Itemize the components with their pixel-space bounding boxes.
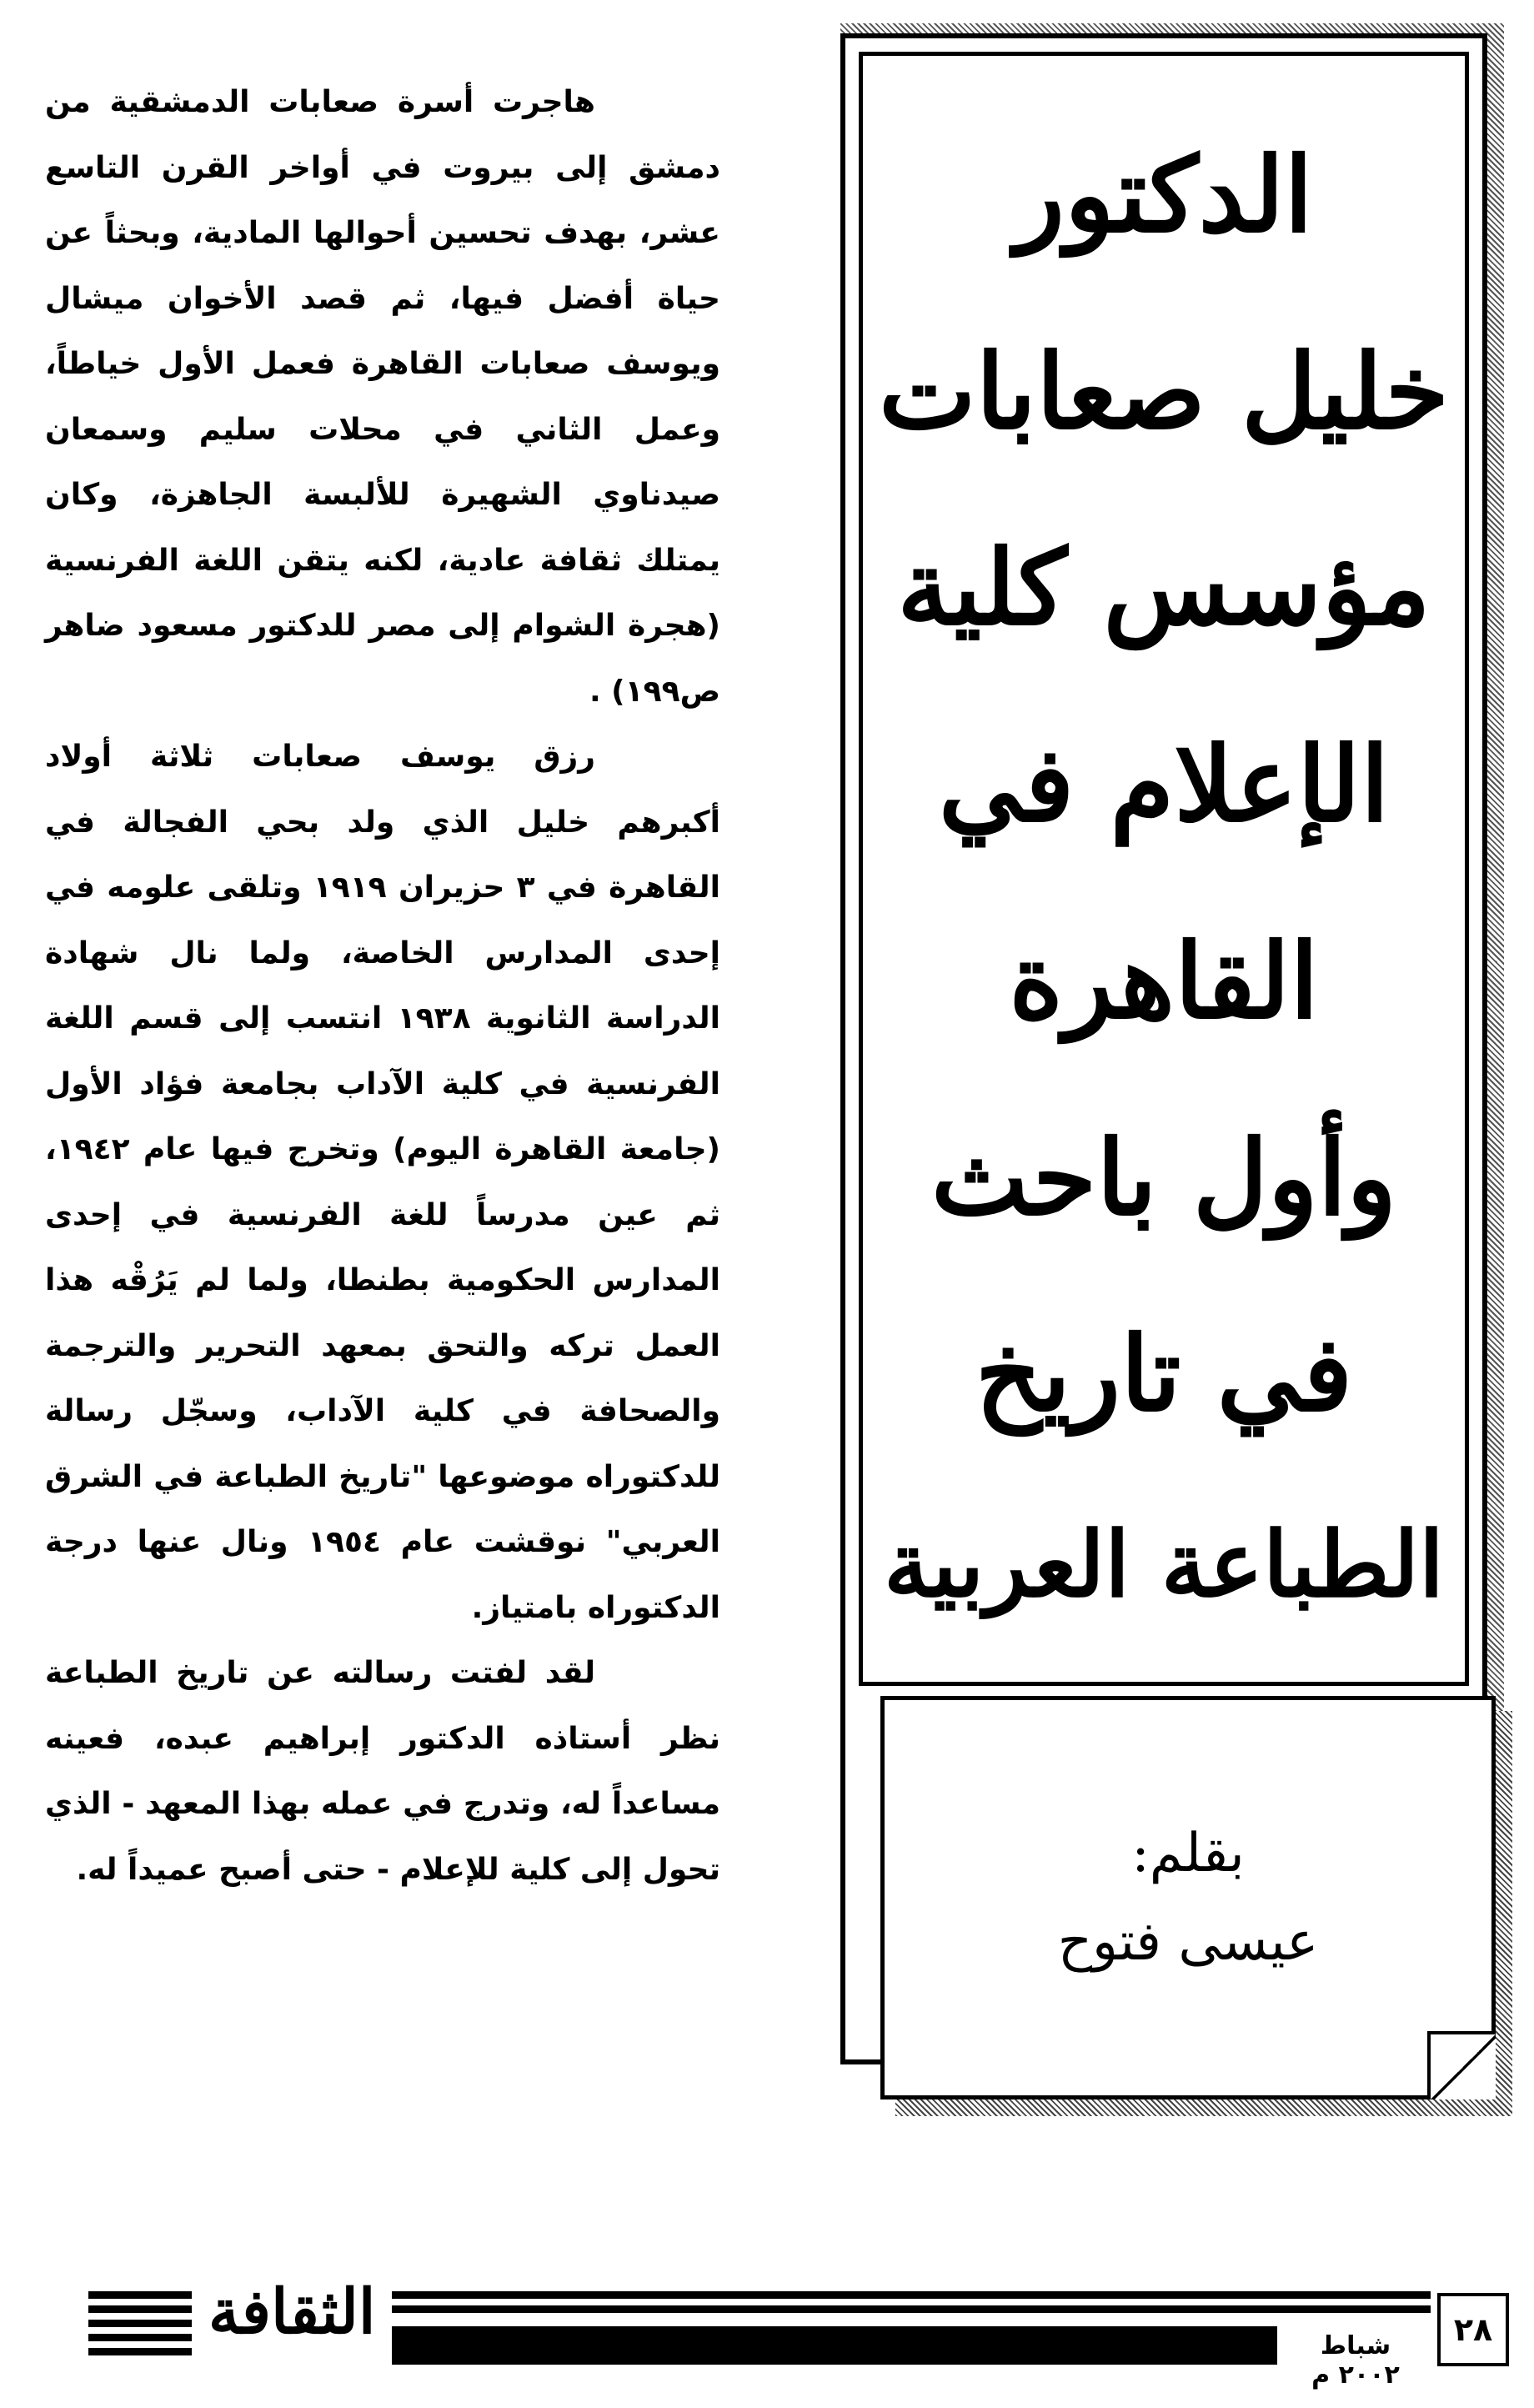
- title-line-3: مؤسس كلية: [897, 528, 1431, 650]
- title-line-2: خليل صعابات: [878, 331, 1450, 453]
- footer-rule-left: [88, 2291, 192, 2362]
- footer-bar: [392, 2326, 1277, 2365]
- author-name: عيسى فتوح: [1057, 1911, 1319, 1973]
- title-line-6: وأول باحث: [930, 1117, 1397, 1239]
- author-card: [880, 1696, 1496, 2099]
- title-line-8: الطباعة العربية: [883, 1513, 1445, 1618]
- title-line-7: في تاريخ: [975, 1314, 1353, 1436]
- title-line-1: الدكتور: [1015, 134, 1313, 256]
- page-number: ٢٨: [1437, 2293, 1509, 2366]
- article-paragraph: رزق يوسف صعابات ثلاثة أولاد أكبرهم خليل الذي ولد بحي الفجالة في القاهرة في ٣ حزيران ١٩١٩ وتلقى علومه في إحدى المدارس الخاصة، ولما نال شهادة الدراسة الثانوية ١٩٣٨ انتسب إلى قسم اللغة الفرنسية في كلية الآداب بجامعة فؤاد الأول (جامعة القاهرة اليوم) وتخرج فيها عام ١٩٤٢، ثم عين مدرساً للغة الفرنسية في إحدى المدارس الحكومية بطنطا، ولما لم يَرُقْه هذا العمل تركه والتحق بمعهد التحرير والترجمة والصحافة في كلية الآداب، وسجّل رسالة للدكتوراه موضوعها "تاريخ الطباعة في الشرق العربي" نوقشت عام ١٩٥٤ ونال عنها درجة الدكتوراه بامتياز.: [45, 740, 721, 1625]
- page-curl-icon: [1427, 2031, 1496, 2099]
- title-line-5: القاهرة: [1009, 921, 1319, 1042]
- magazine-logo: الثقافة: [208, 2276, 376, 2348]
- article-paragraph: لقد لفتت رسالته عن تاريخ الطباعة نظر أستاذه الدكتور إبراهيم عبده، فعينه مساعداً له، وتدرج في عمله بهذا المعهد - الذي تحول إلى كلية للإعلام - حتى أصبح عميداً له.: [45, 1656, 720, 1887]
- issue-date: شباط ٢٠٠٢ م: [1311, 2331, 1400, 2390]
- article-title: [859, 52, 1469, 1686]
- footer-rule-right: [392, 2291, 1431, 2320]
- article-paragraph: هاجرت أسرة صعابات الدمشقية من دمشق إلى بيروت في أواخر القرن التاسع عشر، بهدف تحسين أحوالها المادية، وبحثاً عن حياة أفضل فيها، ثم قصد الأخوان ميشال ويوسف صعابات القاهرة فعمل الأول خياطاً، وعمل الثاني في محلات سليم وسمعان صيدناوي الشهيرة للألبسة الجاهزة، وكان يمتلك ثقافة عادية، لكنه يتقن اللغة الفرنسية (هجرة الشوام إلى مصر للدكتور مسعود ضاهر ص١٩٩) .: [45, 85, 720, 709]
- title-line-4: الإعلام في: [938, 725, 1390, 846]
- byline-label: بقلم:: [1131, 1823, 1245, 1884]
- article-body: [45, 70, 720, 1903]
